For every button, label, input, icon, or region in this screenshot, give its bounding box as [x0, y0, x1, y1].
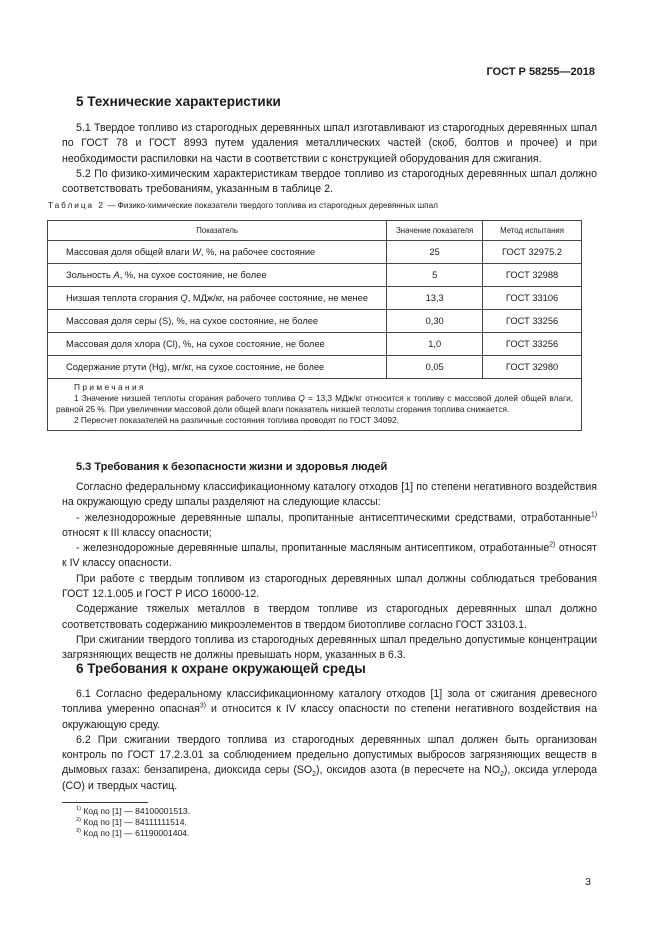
paragraph-5-2: 5.2 По физико-химическим характеристикам твердое топливо из старогодных деревянных шпал должно соответствовать требованиям, указанным в таблице 2.	[62, 167, 597, 196]
table-row	[48, 310, 582, 333]
paragraph-5-3-emissions: При сжигании твердого топлива из старогодных деревянных шпал предельно допустимые концентрации загрязняющих веществ не должны превышать норм, указанных в 6.3.	[62, 633, 597, 662]
paragraph-5-3-safety: При работе с твердым топливом из старогодных деревянных шпал должны соблюдаться требования ГОСТ 12.1.005 и ГОСТ Р ИСО 16000-12.	[62, 572, 597, 601]
characteristics-table	[47, 220, 582, 431]
paragraph-5-1: 5.1 Твердое топливо из старогодных деревянных шпал изготавливают из старогодных деревянных шпал по ГОСТ 78 и ГОСТ 8993 путем удаления металлических частей (скоб, болтов и прочее) и при необходимости распиловки на части в соответствии с конструкцией оборудования для сжигания.	[62, 122, 597, 165]
table-caption-label: Таблица 2	[48, 201, 105, 210]
list-item: - железнодорожные деревянные шпалы, пропитанные масляным антисептиком, отработанные$^{2)}$ относят к IV классу опасности.	[62, 541, 597, 570]
footnote-divider	[62, 802, 148, 803]
section-5-body	[62, 121, 597, 197]
standard-number: ГОСТ Р 58255—2018	[486, 66, 595, 78]
table-row	[48, 333, 582, 356]
row-method: ГОСТ 33106	[483, 287, 582, 310]
table-row	[48, 241, 582, 264]
row-value: 25	[387, 241, 483, 264]
header-method: Метод испытания	[483, 221, 582, 241]
list-item: - железнодорожные деревянные шпалы, пропитанные антисептическими средствами, отработанные$^{1)}$ относят к III классу опасности;	[62, 511, 597, 539]
row-method: ГОСТ 32975.2	[483, 241, 582, 264]
row-method: ГОСТ 32980	[483, 356, 582, 379]
row-value: 1,0	[387, 333, 483, 356]
row-indicator: Зольность A, %, на сухое состояние, не более	[48, 264, 387, 287]
row-method: ГОСТ 33256	[483, 333, 582, 356]
paragraph-5-3-intro: Согласно федеральному классификационному каталогу отходов [1] по степени негативного воздействия на окружающую среду шпалы разделяют на следующие классы:	[62, 481, 597, 509]
table-caption	[48, 201, 438, 210]
header-indicator: Показатель	[48, 221, 387, 241]
row-method: ГОСТ 33256	[483, 310, 582, 333]
table-row	[48, 356, 582, 379]
section-6-body	[62, 687, 597, 794]
table-notes-row	[48, 379, 582, 431]
section-5-heading: 5 Технические характеристики	[76, 94, 281, 109]
section-5-3-body	[62, 480, 597, 664]
table-row	[48, 264, 582, 287]
table-row	[48, 287, 582, 310]
note-2: 2 Пересчет показателей на различные состояния топлива проводят по ГОСТ 34092.	[74, 415, 399, 425]
row-value: 0,30	[387, 310, 483, 333]
section-6-heading: 6 Требования к охране окружающей среды	[76, 661, 366, 676]
table-notes	[48, 379, 582, 431]
note-1: 1 Значение низшей теплоты сгорания рабочего топлива Q = 13,3 МДж/кг относится к топливу с массовой долей общей влаги, равной 25 %. При увеличении массовой доли общей влаги показатель низшей теплоты сгорания топлива снижается.	[56, 393, 574, 414]
table-header-row	[48, 221, 582, 241]
row-indicator: Массовая доля хлора (Cl), %, на сухое состояние, не более	[48, 333, 387, 356]
row-method: ГОСТ 32988	[483, 264, 582, 287]
row-value: 5	[387, 264, 483, 287]
row-indicator: Низшая теплота сгорания Q, МДж/кг, на рабочее состояние, не менее	[48, 287, 387, 310]
row-value: 13,3	[387, 287, 483, 310]
page-number: 3	[585, 876, 591, 888]
paragraph-5-3-metals: Содержание тяжелых металлов в твердом топливе из старогодных деревянных шпал должно соответствовать содержанию микроэлементов в твердом биотопливе согласно ГОСТ 33103.1.	[62, 603, 597, 631]
table-caption-text: — Физико-химические показатели твердого топлива из старогодных деревянных шпал	[104, 201, 438, 210]
notes-title: Примечания	[74, 382, 146, 392]
footnote: $^{3)}$ Код по [1] — 61190001404.	[76, 828, 190, 838]
row-indicator: Массовая доля общей влаги W, %, на рабочее состояние	[48, 241, 387, 264]
footnote: $^{2)}$ Код по [1] — 84111111514.	[76, 817, 187, 827]
section-5-3-heading: 5.3 Требования к безопасности жизни и здоровья людей	[76, 461, 388, 473]
paragraph-6-1: 6.1 Согласно федеральному классификационному каталогу отходов [1] зола от сжигания древесного топлива умеренно опасная$^{3)}$ и относится к IV классу опасности по степени негативного воздействия на окружающую среду.	[62, 688, 597, 731]
paragraph-6-2: 6.2 При сжигании твердого топлива из старогодных деревянных шпал должен быть организован контроль по ГОСТ 17.2.3.01 за соблюдением предельно допустимых выбросов загрязняющих веществ в дымовых газах: бензапирена, диоксида серы $(SO_2)$, оксидов азота (в пересчете на $NO_2$), оксида углерода (CO) и твердых частиц.	[62, 733, 597, 792]
footnote: $^{1)}$ Код по [1] — 84100001513.	[76, 806, 191, 816]
row-value: 0,05	[387, 356, 483, 379]
header-value: Значение показателя	[387, 221, 483, 241]
row-indicator: Содержание ртути (Hg), мг/кг, на сухое состояние, не более	[48, 356, 387, 379]
row-indicator: Массовая доля серы (S), %, на сухое состояние, не более	[48, 310, 387, 333]
